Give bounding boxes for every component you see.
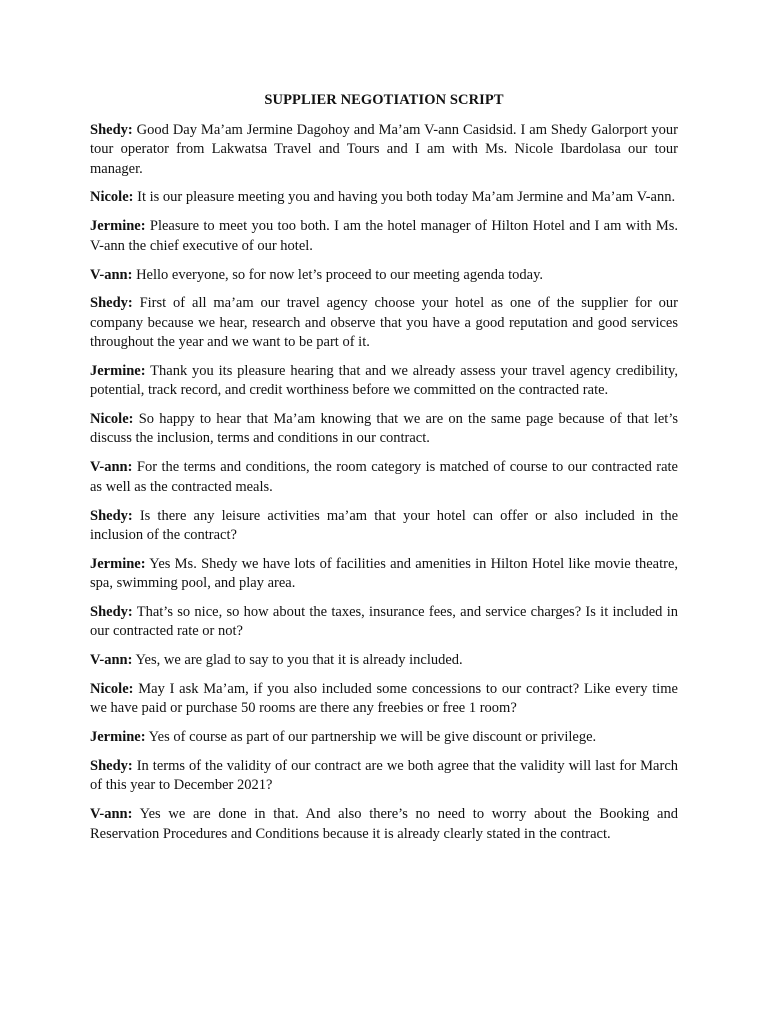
dialogue-line	[90, 555, 678, 594]
utterance-text: Thank you its pleasure hearing that and we already assess your travel agency credibility, potential, track record, and credit worthiness before we committed on the contracted rate.	[90, 362, 678, 399]
utterance-text: First of all ma’am our travel agency choose your hotel as one of the supplier for our company because we hear, research and observe that you have a good reputation and good services throughout the year and we want to be part of it.	[90, 295, 678, 351]
dialogue-line	[90, 805, 678, 844]
dialogue-line	[90, 410, 678, 449]
dialogue-line	[90, 294, 678, 352]
speaker-name: Shedy:	[90, 758, 133, 775]
dialogue-line	[90, 121, 678, 179]
utterance-text: Yes we are done in that. And also there’s no need to worry about the Booking and Reservation Procedures and Conditions because it is already clearly stated in the contract.	[90, 806, 678, 842]
speaker-name: Jermine:	[90, 218, 146, 235]
dialogue-line	[90, 362, 678, 401]
dialogue-line	[90, 757, 678, 796]
speaker-name: V-ann:	[90, 806, 133, 823]
utterance-text: In terms of the validity of our contract are we both agree that the validity will last for March of this year to December 2021?	[90, 758, 678, 794]
dialogue-line	[90, 458, 678, 497]
speaker-name: Nicole:	[90, 189, 134, 206]
speaker-name: Shedy:	[90, 603, 133, 620]
dialogue-line	[90, 266, 678, 285]
utterance-text: Pleasure to meet you too both. I am the hotel manager of Hilton Hotel and I am with Ms. V-ann the chief executive of our hotel.	[90, 218, 678, 254]
speaker-name: Shedy:	[90, 295, 133, 312]
dialogue-line	[90, 217, 678, 256]
dialogue-line	[90, 507, 678, 546]
dialogue-line	[90, 680, 678, 719]
utterance-text: It is our pleasure meeting you and having you both today Ma’am Jermine and Ma’am V-ann.	[137, 189, 676, 206]
speaker-name: Nicole:	[90, 680, 134, 697]
utterance-text: Yes of course as part of our partnership we will be give discount or privilege.	[148, 729, 597, 746]
dialogue-line	[90, 603, 678, 642]
utterance-text: That’s so nice, so how about the taxes, insurance fees, and service charges? Is it included in our contracted rate or not?	[90, 603, 678, 640]
speaker-name: Shedy:	[90, 507, 133, 524]
dialogue-line	[90, 188, 678, 207]
utterance-text: May I ask Ma’am, if you also included some concessions to our contract? Like every time we have paid or purchase 50 rooms are there any freebies or free 1 room?	[90, 680, 678, 717]
dialogue-line	[90, 651, 678, 670]
speaker-name: Jermine:	[90, 362, 146, 379]
utterance-text: Hello everyone, so for now let’s proceed to our meeting agenda today.	[136, 266, 544, 283]
speaker-name: V-ann:	[90, 266, 133, 283]
utterance-text: Is there any leisure activities ma’am that your hotel can offer or also included in the inclusion of the contract?	[90, 507, 678, 543]
dialogue-line	[90, 728, 678, 747]
utterance-text: Yes Ms. Shedy we have lots of facilities and amenities in Hilton Hotel like movie theatre, spa, swimming pool, and play area.	[90, 555, 679, 591]
utterance-text: For the terms and conditions, the room category is matched of course to our contracted rate as well as the contracted meals.	[90, 459, 678, 495]
speaker-name: V-ann:	[90, 652, 133, 669]
speaker-name: Shedy:	[90, 122, 133, 138]
dialogue-lines	[90, 121, 678, 844]
speaker-name: V-ann:	[90, 459, 133, 476]
utterance-text: Good Day Ma’am Jermine Dagohoy and Ma’am V-ann Casidsid. I am Shedy Galorport your tour operator from Lakwatsa Travel and Tours and I am with Ms. Nicole Ibardolasa our tour manager.	[90, 122, 679, 177]
speaker-name: Jermine:	[90, 729, 146, 746]
utterance-text: So happy to hear that Ma’am knowing that we are on the same page because of that let’s discuss the inclusion, terms and conditions in our contract.	[90, 411, 678, 447]
document-title: SUPPLIER NEGOTIATION SCRIPT	[264, 92, 504, 108]
speaker-name: Nicole:	[90, 411, 134, 428]
speaker-name: Jermine:	[90, 555, 146, 572]
utterance-text: Yes, we are glad to say to you that it is already included.	[135, 652, 463, 669]
